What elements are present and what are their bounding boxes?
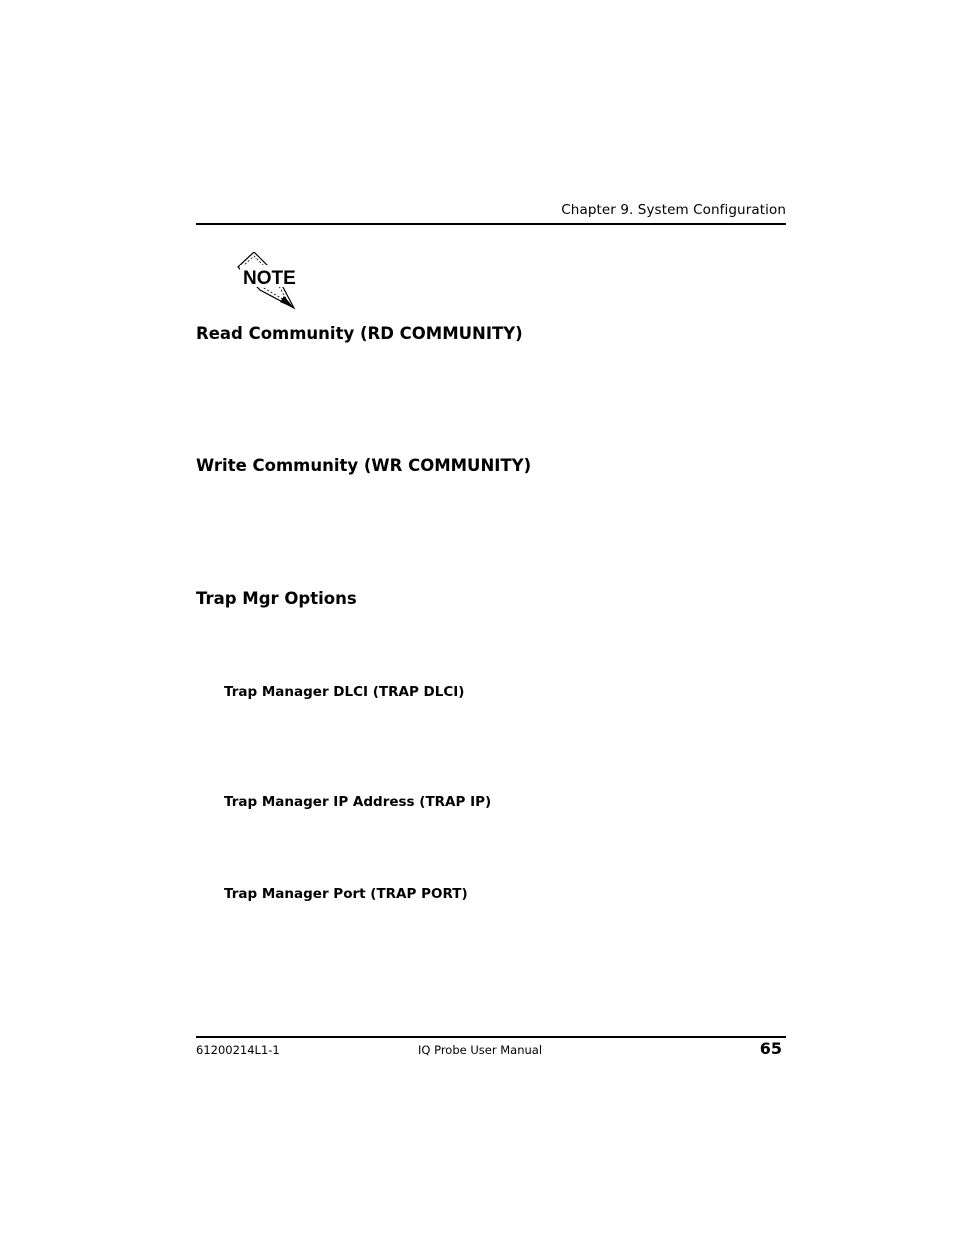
header-rule <box>196 223 786 225</box>
section-title-write-community: Write Community (WR COMMUNITY) <box>196 456 532 475</box>
chapter-header: Chapter 9. System Configuration <box>561 202 786 218</box>
footer-manual-title: IQ Probe User Manual <box>418 1043 543 1057</box>
section-title-trap-mgr-options: Trap Mgr Options <box>196 589 357 608</box>
note-label: NOTE <box>243 268 296 289</box>
footer-page-number: 65 <box>759 1039 782 1058</box>
footer-doc-number: 61200214L1-1 <box>196 1043 280 1057</box>
footer-rule <box>196 1036 786 1038</box>
subsection-title-trap-port: Trap Manager Port (TRAP PORT) <box>224 886 468 902</box>
subsection-title-trap-ip: Trap Manager IP Address (TRAP IP) <box>224 794 492 810</box>
note-icon <box>236 252 298 312</box>
subsection-title-trap-dlci: Trap Manager DLCI (TRAP DLCI) <box>224 684 465 700</box>
section-title-read-community: Read Community (RD COMMUNITY) <box>196 324 523 343</box>
